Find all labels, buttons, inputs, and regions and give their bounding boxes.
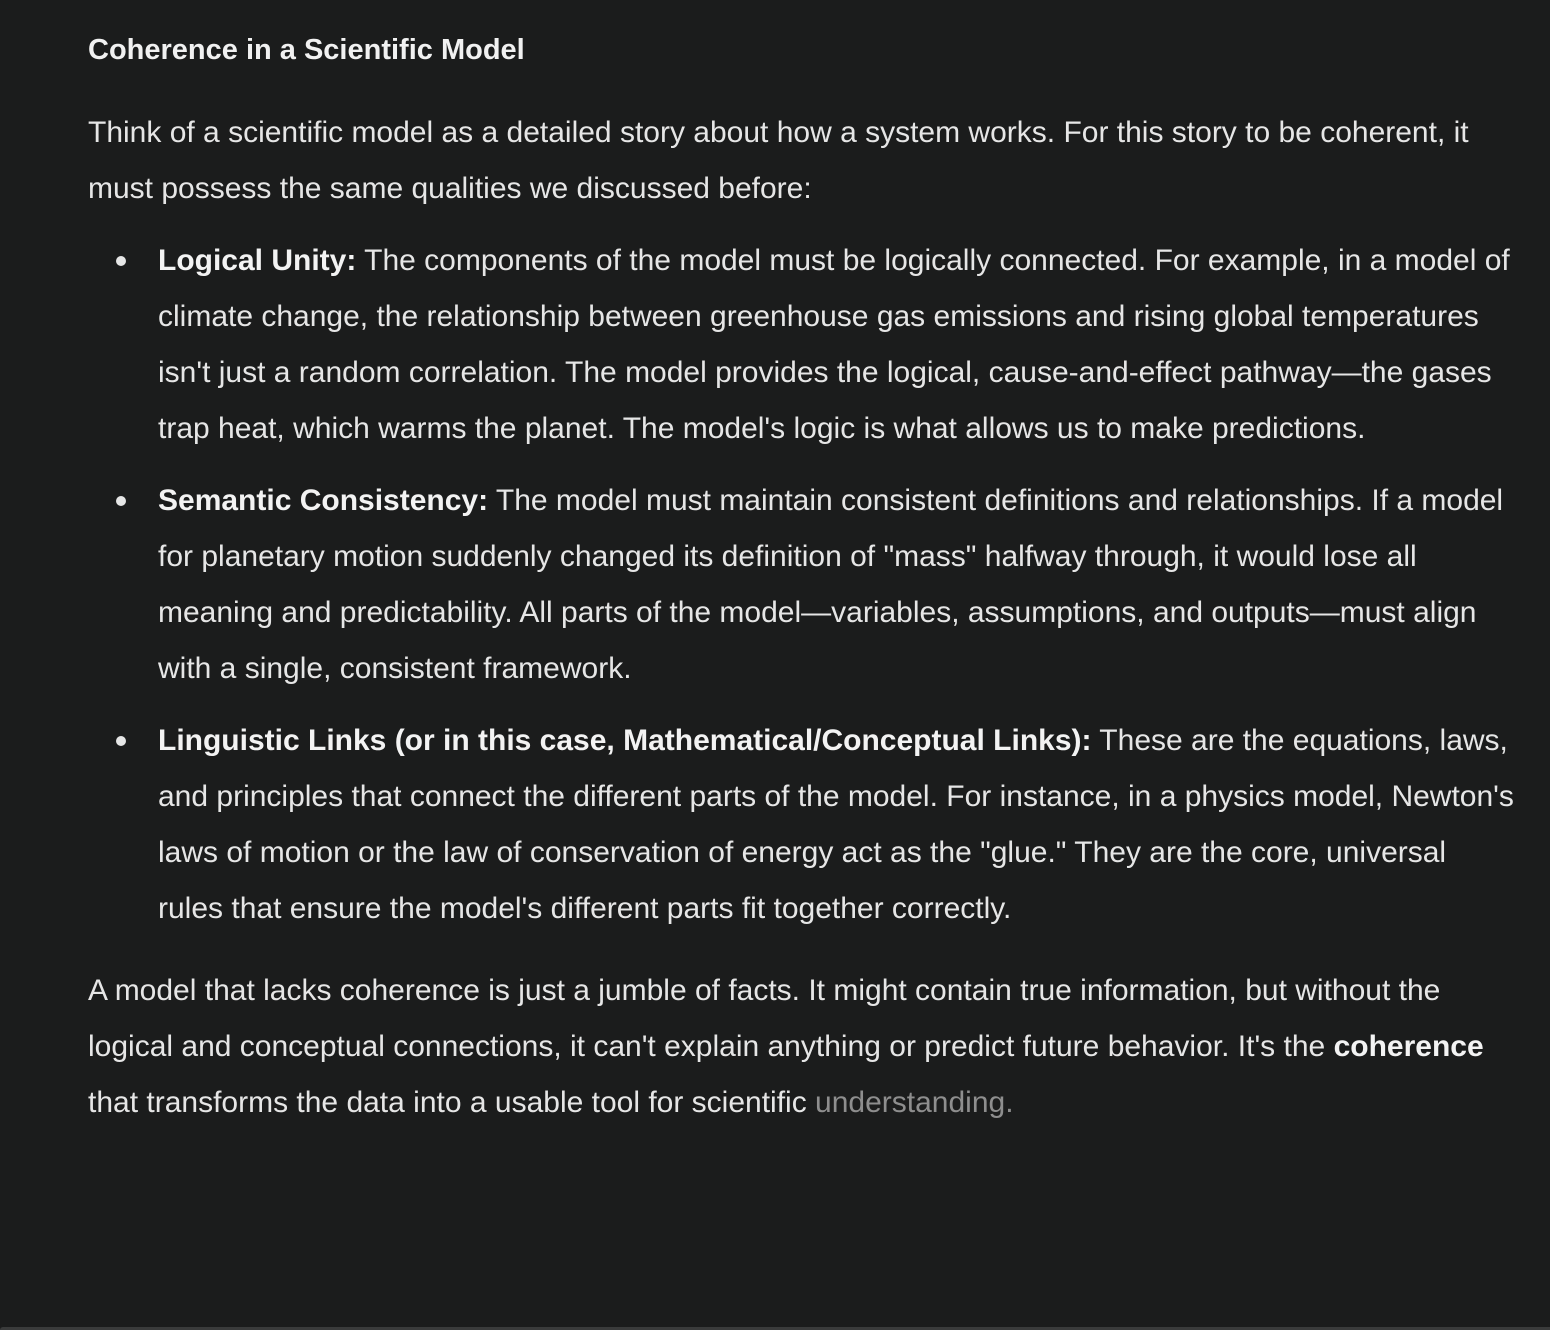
list-item-text: These are the equations, laws, and principles that connect the different parts of the model. For instance, in a physics model, Newton's laws of motion or the law of conservation of energy act as the "glue." They are the core, universal rules that ensure the model's different parts fit together correctly. xyxy=(158,724,1514,925)
closing-bold-term: coherence xyxy=(1333,1030,1484,1063)
list-item xyxy=(158,713,1518,937)
list-item-text: The model must maintain consistent definitions and relationships. If a model for planetary motion suddenly changed its definition of "mass" halfway through, it would lose all meaning and predictability. All parts of the model—variables, assumptions, and outputs—must align with a single, consistent framework. xyxy=(158,484,1504,685)
list-item xyxy=(158,473,1518,697)
list-item-title: Semantic Consistency: xyxy=(158,484,489,517)
response-content xyxy=(88,0,1518,1131)
closing-text-middle: that transforms the data into a usable tool for scientific xyxy=(88,1086,816,1119)
qualities-list xyxy=(88,233,1518,937)
list-item-text: The components of the model must be logically connected. For example, in a model of climate change, the relationship between greenhouse gas emissions and rising global temperatures isn't just a random correlation. The model provides the logical, cause-and-effect pathway—the gases trap heat, which warms the planet. The model's logic is what allows us to make predictions. xyxy=(158,244,1510,445)
list-item-title: Logical Unity: xyxy=(158,244,357,277)
closing-paragraph xyxy=(88,963,1518,1131)
list-item xyxy=(158,233,1518,457)
list-item-title: Linguistic Links (or in this case, Mathematical/Conceptual Links): xyxy=(158,724,1092,757)
closing-text-start: A model that lacks coherence is just a jumble of facts. It might contain true information, but without the logical and conceptual connections, it can't explain anything or predict future behavior. It's the xyxy=(88,974,1441,1063)
section-heading: Coherence in a Scientific Model xyxy=(88,34,525,66)
closing-text-faded: understanding. xyxy=(815,1086,1014,1119)
intro-paragraph: Think of a scientific model as a detailed story about how a system works. For this story to be coherent, it must possess the same qualities we discussed before: xyxy=(88,116,1469,205)
